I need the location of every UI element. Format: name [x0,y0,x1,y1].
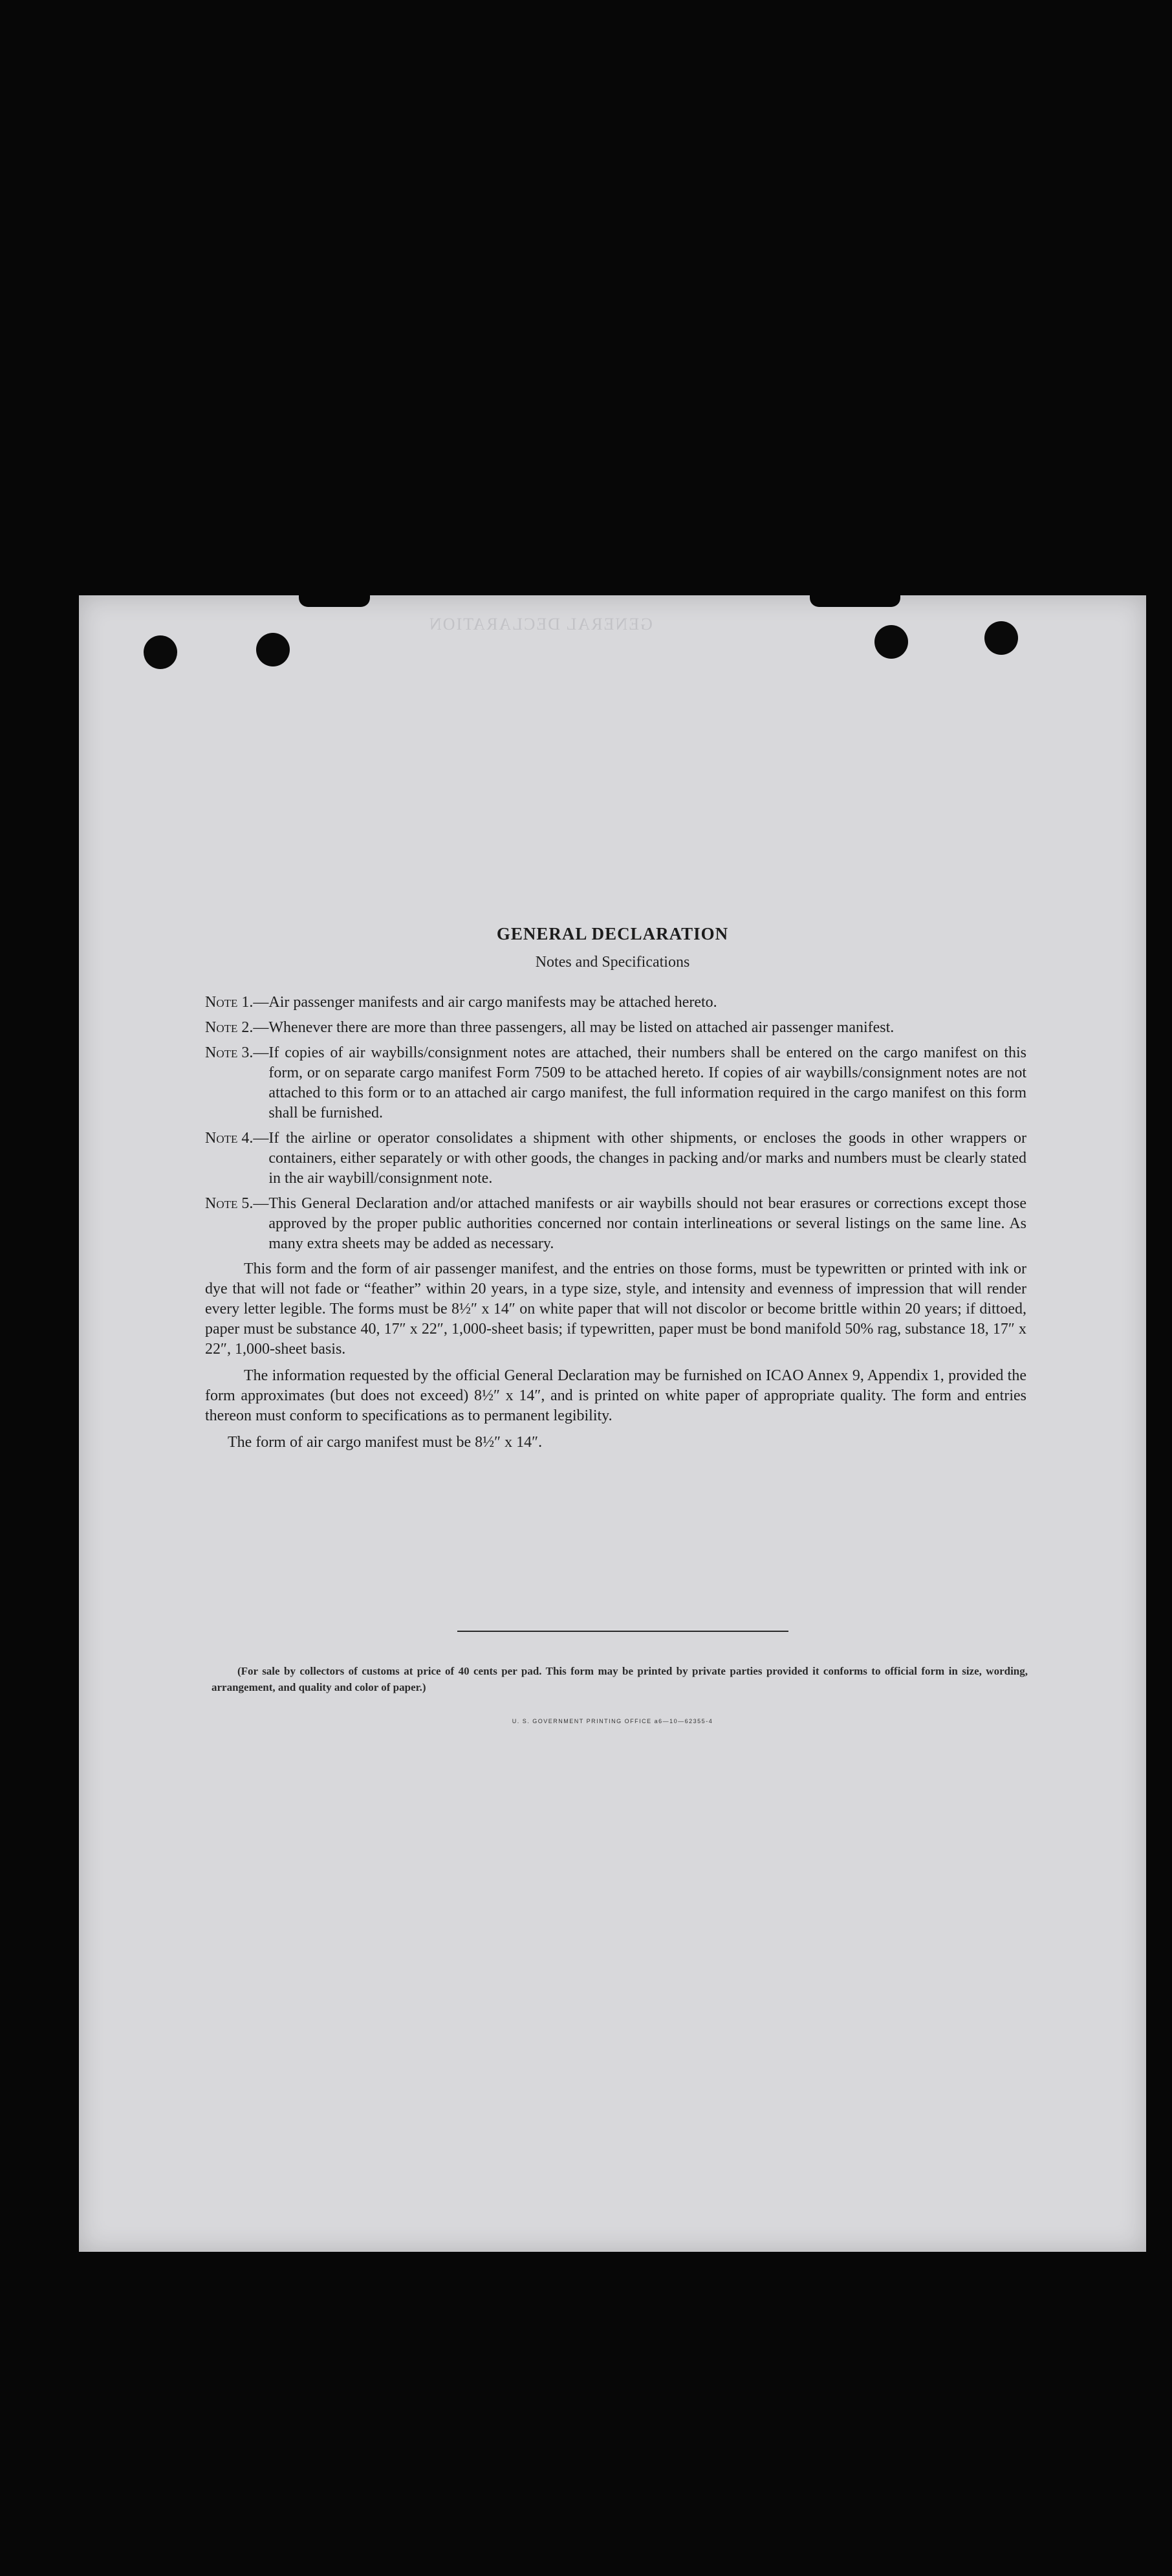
note-text: If copies of air waybills/consignment notes are attached, their numbers shall be entered on the cargo manifest on this form, or on separate cargo manifest Form 7509 to be attached hereto. If copies of air waybills/consignment notes are not attached to this form or to an attached air cargo manifest, the full information required in the cargo manifest on this form shall be furnished. [268,1044,1026,1121]
specification-paragraph: The information requested by the official General Declaration may be furnished on ICAO Annex 9, Appendix 1, provided the form approximates (but does not exceed) 8½″ x 14″, and is printed on white paper of appropriate quality. The form and entries thereon must conform to specifications as to permanent legibility. [205,1367,1026,1424]
note-label-number: 5. [241,1195,254,1212]
notes-section [205,993,1026,1459]
page-title: GENERAL DECLARATION [496,924,729,943]
note-item: Note 1.— Air passenger manifests and air cargo manifests may be attached hereto. [205,993,1026,1013]
note-label-number: 3. [241,1044,254,1061]
note-label-word: Note [205,994,238,1011]
punch-hole [984,621,1018,655]
note-item: Note 5.— This General Declaration and/or attached manifests or air waybills should not bear erasures or corrections except those approved by the proper public authorities concerned nor contain interlineations or several listings on the same line. As many extra sheets may be added as necessary. [205,1194,1026,1254]
specification-paragraph: This form and the form of air passenger manifest, and the entries on those forms, must be typewritten or printed with ink or dye that will not fade or “feather” within 20 years, in a type size, style, and intensity and evenness of impression that will render every letter legible. The forms must be 8½″ x 14″ on white paper that will not discolor or become brittle within 20 years; if dittoed, paper must be substance 40, 17″ x 22″, 1,000-sheet basis; if typewritten, paper must be bond manifold 50% rag, substance 18, 17″ x 22″, 1,000-sheet basis. [205,1260,1026,1358]
note-label-word: Note [205,1019,238,1036]
note-label-number: 1. [241,994,254,1011]
note-label-word: Note [205,1044,238,1061]
printer-imprint: U. S. GOVERNMENT PRINTING OFFICE a6—10—62355-4 [512,1718,713,1724]
sale-notice: (For sale by collectors of customs at price of 40 cents per pad. This form may be printed by private parties provided it conforms to official form in size, wording, arrangement, and quality and color of paper.) [212,1665,1028,1693]
document-page [79,595,1146,2252]
note-text: Air passenger manifests and air cargo manifests may be attached hereto. [268,994,717,1011]
punch-hole [256,633,290,666]
note-label-word: Note [205,1130,238,1147]
divider-rule [457,1631,788,1632]
note-label-number: 2. [241,1019,254,1036]
page-edge-tab [299,588,370,607]
note-label-number: 4. [241,1130,254,1147]
page-edge-tab [810,588,900,607]
note-text: This General Declaration and/or attached manifests or air waybills should not bear erasures or corrections except those approved by the proper public authorities concerned nor contain interlineations or several listings on the same line. As many extra sheets may be added as necessary. [268,1195,1026,1252]
page-subtitle: Notes and Specifications [535,954,690,971]
note-item: Note 3.— If copies of air waybills/consignment notes are attached, their numbers shall be entered on the cargo manifest on this form, or on separate cargo manifest Form 7509 to be attached hereto. If copies of air waybills/consignment notes are not attached to this form or to an attached air cargo manifest, the full information required in the cargo manifest on this form shall be furnished. [205,1043,1026,1123]
punch-hole [874,625,908,659]
note-text: If the airline or operator consolidates a shipment with other shipments, or encloses the goods in other wrappers or containers, either separately or with other goods, the changes in packing and/or marks and numbers must be clearly stated in the air waybill/consignment note. [268,1130,1026,1187]
specification-paragraph: The form of air cargo manifest must be 8½″ x 14″. [228,1434,543,1451]
note-item: Note 2.— Whenever there are more than three passengers, all may be listed on attached air passenger manifest. [205,1018,1026,1038]
note-label-word: Note [205,1195,238,1212]
note-text: Whenever there are more than three passengers, all may be listed on attached air passenger manifest. [268,1019,895,1036]
note-item: Note 4.— If the airline or operator consolidates a shipment with other shipments, or encloses the goods in other wrappers or containers, either separately or with other goods, the changes in packing and/or marks and numbers must be clearly stated in the air waybill/consignment note. [205,1128,1026,1189]
punch-hole [144,635,177,669]
show-through-title: GENERAL DECLARATION [428,615,653,633]
